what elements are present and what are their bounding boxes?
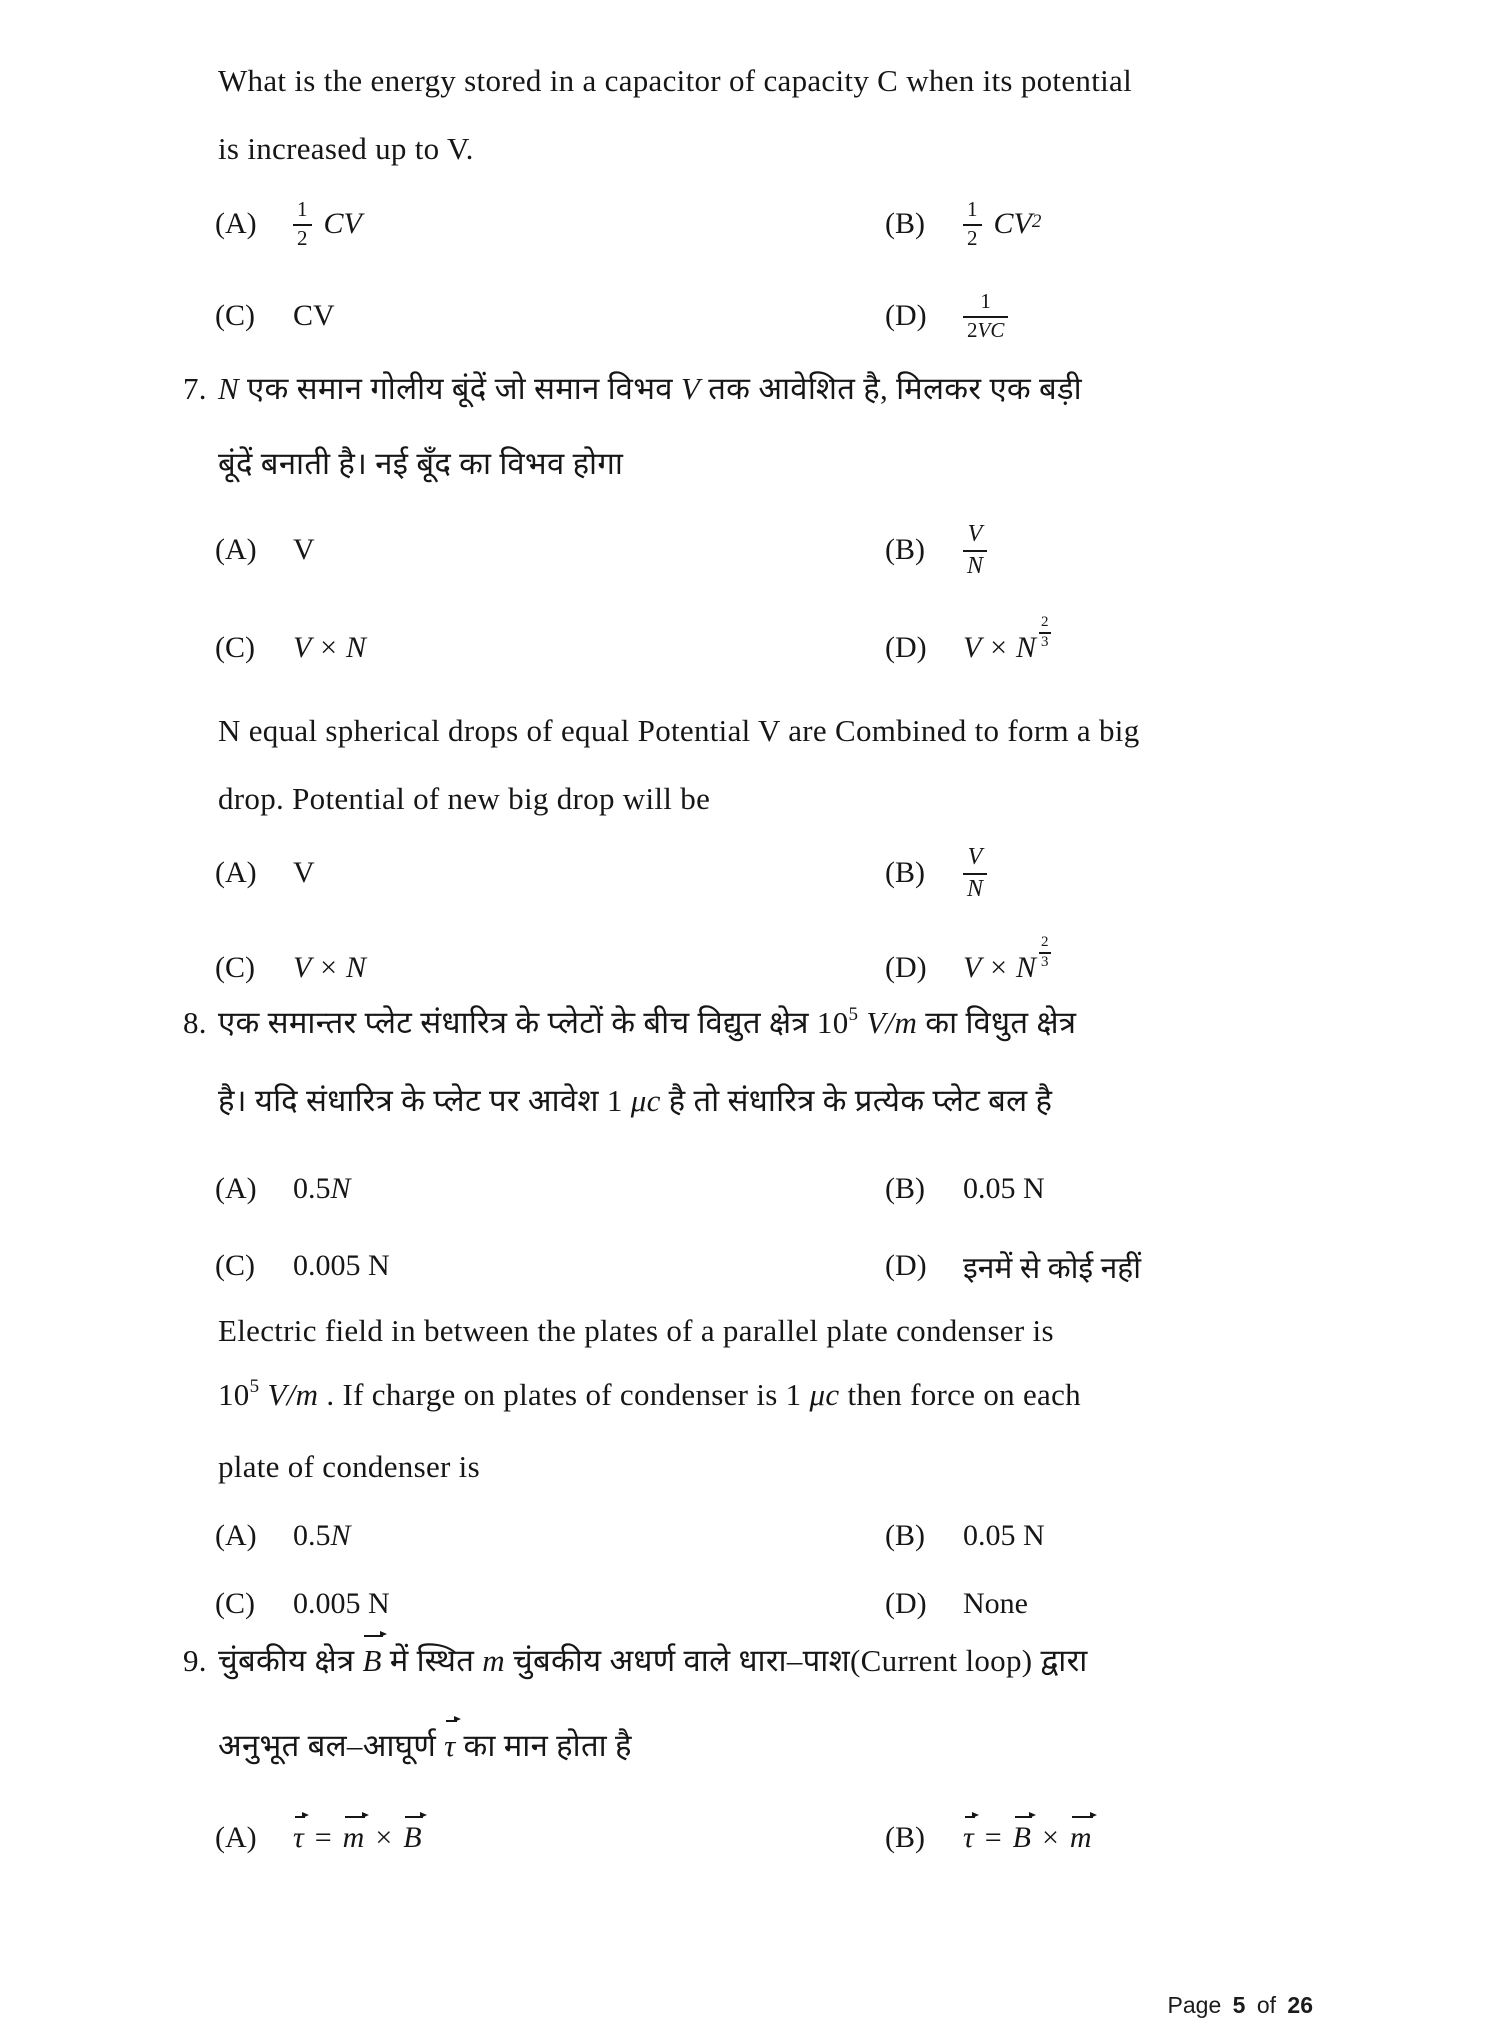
- footer-total-pages: 26: [1287, 1992, 1313, 2018]
- option-unit: N: [330, 1519, 351, 1552]
- math-var: V: [680, 371, 701, 406]
- option-value: None: [963, 1587, 1028, 1620]
- q7-english-option-b: [885, 844, 1465, 903]
- q6-stem-line2: [218, 128, 474, 170]
- vector-B: B: [362, 1640, 381, 1682]
- q7-option-d: [885, 613, 1465, 666]
- stem-text: चुंबकीय क्षेत्र: [218, 1643, 363, 1678]
- q9-stem-line1: [183, 1640, 1088, 1682]
- page-footer: [1168, 1992, 1313, 2019]
- math-var: μc: [630, 1083, 661, 1118]
- option-label: (A): [215, 1821, 257, 1854]
- denominator-coefficient: 2: [967, 317, 978, 342]
- option-label: (B): [885, 1821, 925, 1854]
- fraction-denominator: 2: [293, 224, 312, 251]
- option-label: (B): [885, 533, 925, 566]
- q7-stem-line2: [218, 443, 623, 485]
- q8-english-stem-line2: [218, 1374, 1081, 1416]
- math-expression: V: [293, 533, 315, 566]
- stem-text: . If charge on plates of condenser is 1: [318, 1377, 810, 1412]
- fraction: [963, 290, 1008, 342]
- option-label: (B): [885, 856, 925, 889]
- stem-text: N equal spherical drops of equal Potential V are Combined to form a big: [218, 713, 1140, 748]
- option-label: (C): [215, 950, 255, 984]
- vector-B: B: [403, 1821, 422, 1854]
- q6-option-c: [215, 299, 885, 333]
- option-label: (D): [885, 299, 927, 332]
- q7-option-b: [885, 521, 1465, 580]
- q7-stem-line1: [183, 368, 1082, 410]
- option-value: 0.005 N: [293, 1587, 390, 1620]
- option-label: (D): [885, 1249, 927, 1282]
- stem-text: is increased up to V.: [218, 131, 474, 166]
- stem-text: तक आवेशित है, मिलकर एक बड़ी: [700, 371, 1082, 406]
- option-label: (C): [215, 630, 255, 664]
- q8-options-row2: [215, 1242, 1465, 1290]
- vector-tau: τ: [444, 1725, 455, 1767]
- option-label: (A): [215, 1172, 257, 1205]
- superscript-fraction: [1039, 935, 1051, 971]
- question-number: 9.: [183, 1643, 207, 1678]
- math-expression: V: [293, 856, 315, 889]
- stem-text: एक समान्तर प्लेट संधारित्र के प्लेटों के बीच विद्युत क्षेत्र: [218, 1005, 817, 1040]
- stem-text: है तो संधारित्र के प्रत्येक प्लेट बल है: [660, 1083, 1053, 1118]
- q8-english-options-row2: [215, 1580, 1465, 1628]
- q6-option-a: [215, 198, 885, 250]
- option-value: 0.05 N: [963, 1172, 1045, 1205]
- option-label: (A): [215, 856, 257, 889]
- fraction-numerator: V: [967, 520, 983, 547]
- math-base: 10: [218, 1377, 250, 1412]
- math-var: N: [218, 371, 239, 406]
- q7-english-stem-line2: [218, 778, 710, 820]
- stem-text: What is the energy stored in a capacitor of capacity C when its potential: [218, 63, 1132, 98]
- math-expression: V × N: [293, 950, 367, 984]
- math-unit: V/m: [858, 1005, 918, 1040]
- option-label: (A): [215, 533, 257, 566]
- math-superscript: 5: [249, 1375, 260, 1397]
- q9-option-a: [215, 1821, 885, 1855]
- q8-english-options-row1: [215, 1512, 1465, 1560]
- option-label: (A): [215, 1519, 257, 1552]
- stem-text: बूंदें बनाती है। नई बूँद का विभव होगा: [218, 446, 624, 481]
- fraction: [963, 521, 987, 580]
- q8-option-c: [215, 1249, 885, 1283]
- footer-word-page: Page: [1167, 1992, 1222, 2018]
- math-var: μc: [809, 1377, 840, 1412]
- option-label: (D): [885, 1587, 927, 1620]
- q8-stem-line2: [218, 1080, 1052, 1122]
- q9-option-b: [885, 1821, 1465, 1855]
- q6-options-row2: [215, 272, 1465, 360]
- stem-text: अनुभूत बल–आघूर्ण: [218, 1728, 445, 1763]
- stem-text: Electric field in between the plates of a parallel plate condenser is: [218, 1313, 1054, 1348]
- vector-tau: τ: [963, 1821, 974, 1854]
- fraction-numerator: 1: [980, 288, 991, 313]
- vector-B: B: [1012, 1821, 1031, 1854]
- option-label: (B): [885, 1519, 925, 1552]
- q8-english-option-d: [885, 1587, 1465, 1621]
- question-number: 8.: [183, 1005, 207, 1040]
- stem-text: एक समान गोलीय बूंदें जो समान विभव: [238, 371, 681, 406]
- q7-english-option-a: [215, 856, 885, 890]
- stem-text: plate of condenser is: [218, 1449, 480, 1484]
- option-label: (D): [885, 630, 927, 664]
- option-value: 0.5: [293, 1519, 331, 1552]
- q7-english-options-row1: [215, 828, 1465, 918]
- q8-english-stem-line1: [218, 1310, 1054, 1352]
- fraction: [293, 198, 312, 250]
- equals-sign: =: [984, 1821, 1002, 1854]
- denominator-variables: VC: [977, 317, 1005, 342]
- footer-word-of: of: [1256, 1992, 1277, 2018]
- q8-option-b: [885, 1172, 1465, 1206]
- math-expression: CV: [323, 207, 362, 240]
- times-sign: ×: [1042, 1821, 1059, 1854]
- q7-option-a: [215, 533, 885, 567]
- q8-options-row1: [215, 1165, 1465, 1213]
- fraction-denominator: N: [963, 550, 987, 580]
- math-var: m: [482, 1643, 505, 1678]
- option-value: 0.5: [293, 1172, 331, 1205]
- q7-options-row2: [215, 600, 1465, 695]
- option-label: (A): [215, 207, 257, 240]
- math-unit: V/m: [259, 1377, 319, 1412]
- q7-options-row1: [215, 505, 1465, 595]
- q8-english-stem-line3: [218, 1446, 480, 1488]
- q8-english-option-c: [215, 1587, 885, 1621]
- fraction-denominator: N: [963, 873, 987, 903]
- stem-text: का मान होता है: [455, 1728, 632, 1763]
- math-base: 10: [816, 1005, 849, 1040]
- stem-text: then force on each: [839, 1377, 1081, 1412]
- fraction-denominator: [963, 316, 1008, 343]
- q7-english-options-row2: [215, 920, 1465, 1015]
- option-value: इनमें से कोई नहीं: [963, 1251, 1141, 1285]
- fraction-numerator: 2: [1039, 935, 1051, 954]
- q7-english-option-c: [215, 951, 885, 985]
- times-sign: ×: [375, 1821, 393, 1854]
- q6-option-d: [885, 290, 1465, 342]
- fraction: [963, 844, 987, 903]
- equals-sign: =: [314, 1821, 332, 1854]
- footer-page-number: 5: [1232, 1992, 1246, 2018]
- question-number: 7.: [183, 371, 207, 406]
- q8-english-option-b: [885, 1519, 1465, 1553]
- math-expression: CV: [993, 207, 1032, 240]
- q6-stem-line1: [218, 60, 1132, 102]
- fraction-denominator: 3: [1041, 953, 1049, 970]
- vector-tau: τ: [293, 1821, 304, 1854]
- q9-options-row1: [215, 1808, 1465, 1868]
- option-value: 0.005 N: [293, 1249, 390, 1282]
- option-label: (B): [885, 1172, 925, 1205]
- q6-option-b: (B) $\frac{1}{2}$ CV $^2$: [885, 196, 1042, 250]
- vector-m: m: [342, 1821, 365, 1854]
- fraction-denominator: 3: [1041, 633, 1049, 650]
- stem-text: में स्थित: [381, 1643, 483, 1678]
- fraction: [963, 198, 982, 250]
- math-expression: CV: [293, 299, 335, 332]
- superscript-fraction: [1039, 615, 1051, 651]
- q7-option-c: [215, 631, 885, 665]
- q8-stem-line1: [183, 1002, 1076, 1044]
- option-label: (B): [885, 207, 925, 240]
- math-expression: V × N: [293, 630, 367, 664]
- option-label: (C): [215, 299, 255, 332]
- q6-options-row1: [215, 180, 1465, 268]
- q8-option-d: [885, 1246, 1465, 1287]
- vector-m: m: [1069, 1821, 1092, 1854]
- option-label: (C): [215, 1249, 255, 1282]
- math-expression: V × N: [963, 950, 1037, 984]
- fraction-denominator: 2: [963, 224, 982, 251]
- q8-english-option-a: [215, 1519, 885, 1553]
- stem-text: का विधुत क्षेत्र: [917, 1005, 1077, 1040]
- fraction-numerator: 2: [1039, 615, 1051, 634]
- fraction-numerator: V: [967, 843, 983, 870]
- stem-text: चुंबकीय अधर्ण वाले धारा–पाश(Current loop) द्वारा: [504, 1643, 1088, 1678]
- option-unit: N: [330, 1172, 351, 1205]
- fraction-numerator: 1: [967, 196, 978, 221]
- q9-stem-line2: [218, 1725, 632, 1767]
- q7-english-option-d: [885, 933, 1465, 986]
- stem-text: drop. Potential of new big drop will be: [218, 781, 711, 816]
- fraction-numerator: 1: [297, 196, 308, 221]
- q8-option-a: [215, 1172, 885, 1206]
- math-superscript: 5: [848, 1003, 859, 1025]
- option-label: (D): [885, 950, 927, 984]
- q7-english-stem-line1: [218, 710, 1140, 752]
- math-expression: V × N: [963, 630, 1037, 664]
- option-value: 0.05 N: [963, 1519, 1045, 1552]
- option-label: (C): [215, 1587, 255, 1620]
- stem-text: है। यदि संधारित्र के प्लेट पर आवेश 1: [218, 1083, 631, 1118]
